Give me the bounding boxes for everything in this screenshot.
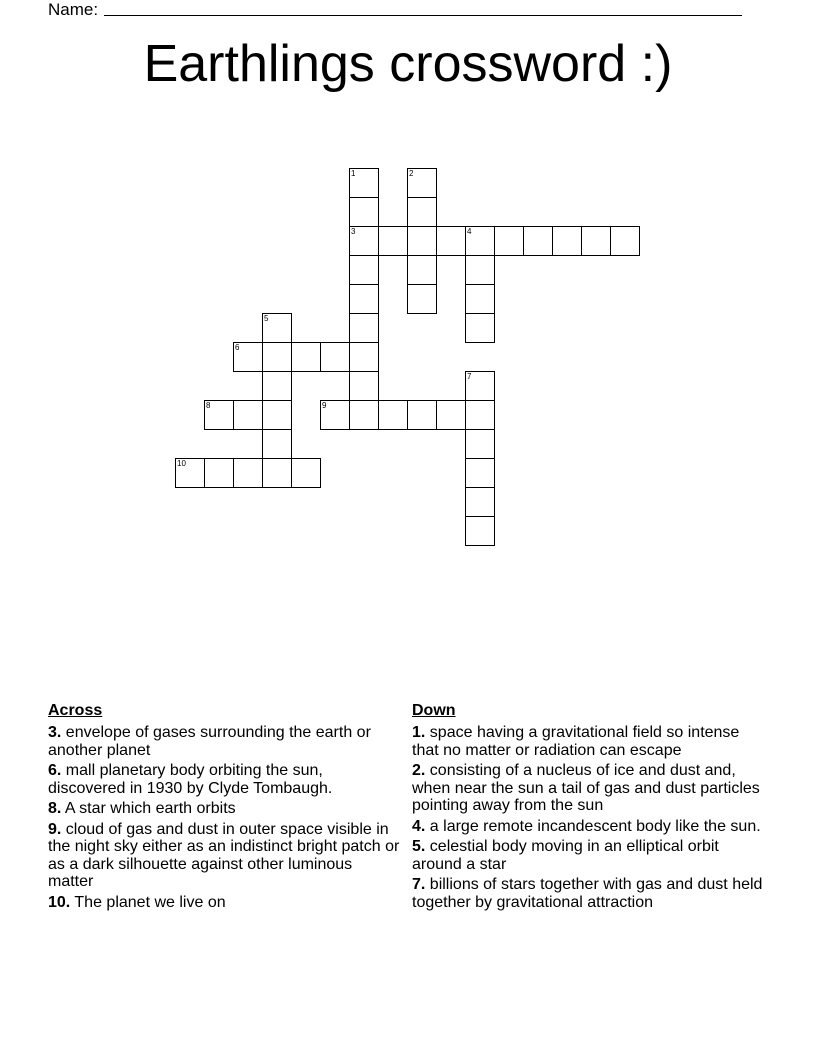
crossword-cell[interactable] [523,226,553,256]
clue-number: 2. [412,762,426,779]
cell-number: 1 [351,169,356,178]
down-clue [412,762,764,815]
cell-number: 4 [467,227,472,236]
crossword-cell[interactable] [349,255,379,285]
across-clue [48,821,400,891]
crossword-cell[interactable] [407,226,437,256]
clue-number: 7. [412,876,426,893]
across-clue [48,894,400,912]
crossword-cell[interactable] [465,400,495,430]
cell-number: 8 [206,401,211,410]
crossword-cell[interactable] [552,226,582,256]
clue-number: 6. [48,762,62,779]
crossword-cell[interactable] [262,400,292,430]
crossword-cell[interactable] [465,226,495,256]
down-clue [412,724,764,759]
crossword-cell[interactable] [291,342,321,372]
clue-number: 10. [48,893,71,911]
down-clue [412,818,764,836]
clue-text: A star which earth orbits [64,800,236,817]
clue-number: 4. [412,817,426,835]
crossword-cell[interactable] [407,284,437,314]
crossword-cell[interactable] [465,313,495,343]
crossword-cell[interactable] [465,458,495,488]
crossword-cell[interactable] [436,400,466,430]
crossword-cell[interactable] [436,226,466,256]
across-clues [48,702,400,914]
crossword-cell[interactable] [465,284,495,314]
crossword-cell[interactable] [465,487,495,517]
clue-text: envelope of gases surrounding the earth or another planet [48,724,371,759]
down-clues [412,702,764,914]
clue-text: billions of stars together with gas and dust held together by gravitational attraction [412,876,763,911]
crossword-cell[interactable] [349,400,379,430]
cell-number: 6 [235,343,240,352]
cell-number: 10 [177,459,186,468]
clue-number: 8. [48,800,62,817]
down-clue [412,876,764,911]
crossword-cell[interactable] [349,313,379,343]
crossword-cell[interactable] [581,226,611,256]
crossword-cell[interactable] [407,168,437,198]
crossword-cell[interactable] [349,371,379,401]
clue-text: cloud of gas and dust in outer space visible in the night sky either as an indistinct bright patch or as a dark silhouette against other luminous matter [48,820,400,890]
crossword-cell[interactable] [349,284,379,314]
crossword-cell[interactable] [233,400,263,430]
crossword-cell[interactable] [349,197,379,227]
crossword-cell[interactable] [262,371,292,401]
crossword-cell[interactable] [291,458,321,488]
crossword-cell[interactable] [465,371,495,401]
crossword-cell[interactable] [378,226,408,256]
clue-text: The planet we live on [74,893,226,911]
crossword-cell[interactable] [233,342,263,372]
crossword-cell[interactable] [465,516,495,546]
clue-number: 3. [48,724,62,741]
page-title: Earthlings crossword :) [143,35,673,93]
clue-number: 5. [412,838,426,855]
crossword-cell[interactable] [407,255,437,285]
crossword-cell[interactable] [262,458,292,488]
clue-text: consisting of a nucleus of ice and dust and, when near the sun a tail of gas and dust particles pointing away from the sun [412,762,760,814]
crossword-cell[interactable] [349,342,379,372]
across-clue [48,762,400,797]
across-clue [48,800,400,818]
crossword-cell[interactable] [494,226,524,256]
name-label: Name: [48,0,99,19]
crossword-cell[interactable] [349,168,379,198]
clue-number: 1. [412,724,426,741]
crossword-cell[interactable] [204,400,234,430]
cell-number: 2 [409,169,414,178]
crossword-cell[interactable] [262,313,292,343]
crossword-cell[interactable] [349,226,379,256]
crossword-cell[interactable] [175,458,205,488]
down-heading: Down [412,702,456,719]
crossword-cell[interactable] [320,400,350,430]
cell-number: 3 [351,227,356,236]
crossword-cell[interactable] [262,429,292,459]
crossword-cell[interactable] [320,342,350,372]
cell-number: 7 [467,372,472,381]
clue-text: mall planetary body orbiting the sun, discovered in 1930 by Clyde Tombaugh. [48,762,333,797]
crossword-cell[interactable] [465,429,495,459]
crossword-cell[interactable] [407,400,437,430]
clue-text: space having a gravitational field so intense that no matter or radiation can escape [412,724,740,759]
clue-number: 9. [48,820,62,838]
clue-text: a large remote incandescent body like the sun. [429,817,761,835]
clue-text: celestial body moving in an elliptical orbit around a star [412,838,719,873]
crossword-cell[interactable] [204,458,234,488]
crossword-cell[interactable] [262,342,292,372]
crossword-cell[interactable] [610,226,640,256]
cell-number: 9 [322,401,327,410]
crossword-cell[interactable] [407,197,437,227]
crossword-cell[interactable] [465,255,495,285]
down-clue [412,838,764,873]
across-heading: Across [48,702,103,719]
cell-number: 5 [264,314,269,323]
crossword-cell[interactable] [378,400,408,430]
across-clue [48,724,400,759]
crossword-cell[interactable] [233,458,263,488]
